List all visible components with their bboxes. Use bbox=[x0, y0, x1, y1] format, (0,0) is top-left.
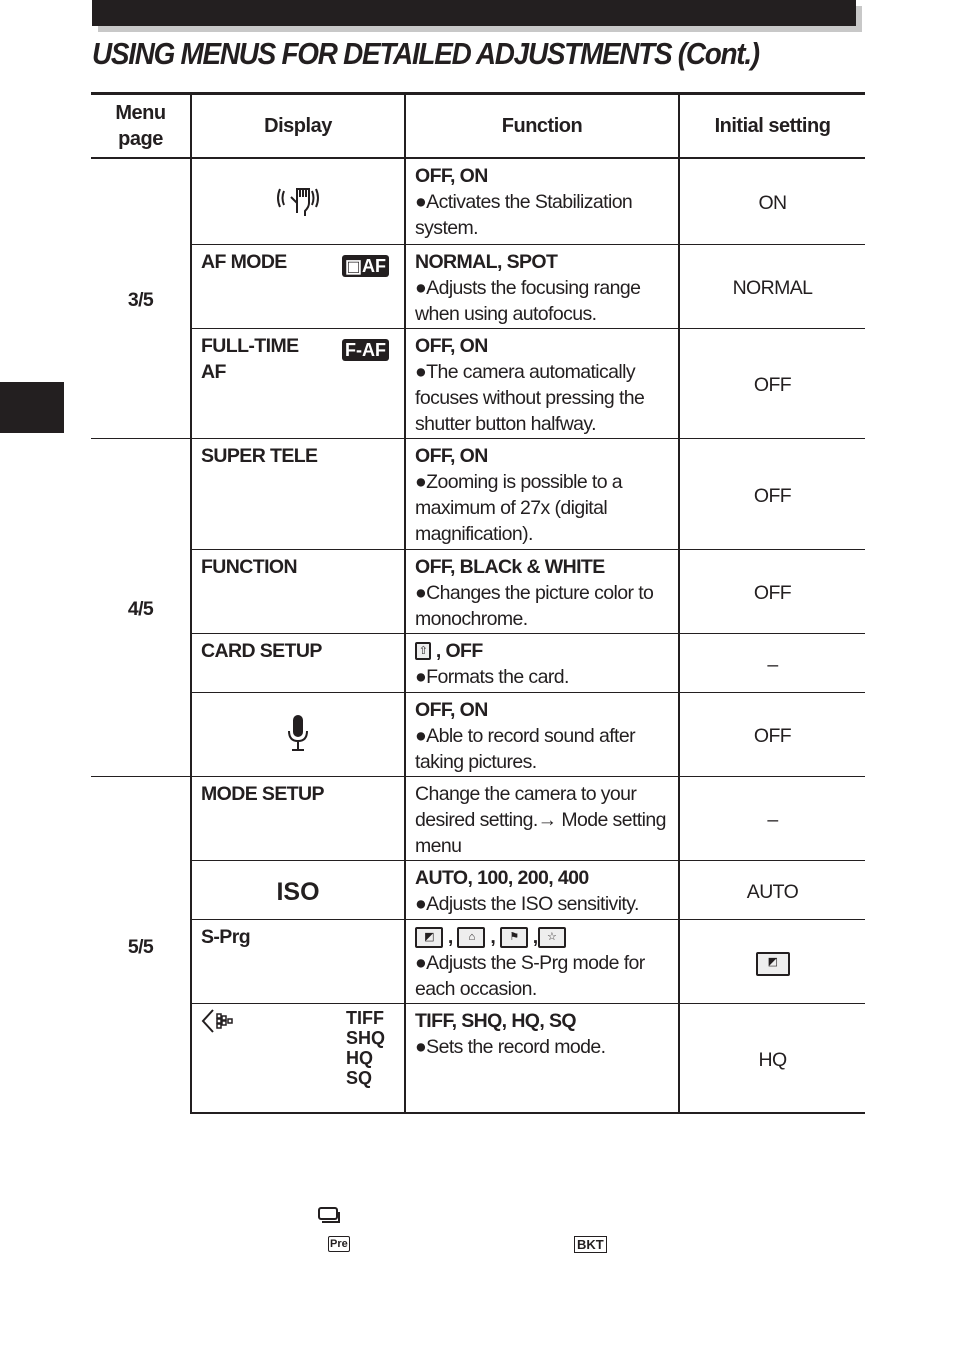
display-label: AF MODE bbox=[201, 250, 287, 273]
menu-page: 4/5 bbox=[91, 438, 191, 776]
pre-capture-icon: Pre bbox=[330, 1238, 348, 1250]
description: Change the camera to your desired setting.→ Mode setting menu bbox=[405, 776, 679, 860]
table-row bbox=[91, 776, 865, 860]
description: ●Able to record sound after taking pictures. bbox=[415, 724, 635, 773]
options: OFF, ON bbox=[415, 698, 488, 721]
table-row bbox=[91, 438, 865, 549]
initial-setting: OFF bbox=[679, 549, 865, 633]
record-mode-icon bbox=[201, 1017, 237, 1039]
af-mode-icon: ▣AF bbox=[342, 255, 389, 277]
portrait-scene-icon: ◩ bbox=[756, 952, 790, 976]
section-tab bbox=[0, 382, 64, 433]
description: ●Sets the record mode. bbox=[415, 1035, 606, 1058]
description: ●Adjusts the ISO sensitivity. bbox=[415, 892, 639, 915]
menu-page: 3/5 bbox=[91, 158, 191, 438]
table-row: S-Prg ◩ , ⌂ , ⚑ , ☆ ●Adjusts the S-Prg mode for each occasion. ◩ bbox=[91, 919, 865, 1003]
card-format-icon: ⇧ bbox=[415, 642, 431, 660]
options: TIFF, SHQ, HQ, SQ bbox=[415, 1009, 576, 1032]
display-label: FUNCTION bbox=[201, 555, 297, 578]
options: OFF, ON bbox=[415, 444, 488, 467]
microphone-icon bbox=[191, 692, 405, 776]
initial-setting: AUTO bbox=[679, 860, 865, 919]
description: ●Changes the picture color to monochrome. bbox=[415, 581, 654, 630]
options: OFF, ON bbox=[415, 165, 488, 187]
record-mode-list: TIFF SHQ HQ SQ bbox=[345, 1007, 385, 1088]
description: ●Zooming is possible to a maximum of 27x (digital magnification). bbox=[415, 470, 623, 545]
options: NORMAL, SPOT bbox=[415, 250, 558, 273]
landscape-portrait-scene-icon: ⌂ bbox=[457, 927, 485, 948]
iso-icon: ISO bbox=[191, 860, 405, 919]
table-row bbox=[91, 549, 865, 633]
table-row bbox=[91, 633, 865, 692]
display-label: S-Prg bbox=[201, 925, 251, 948]
table-row bbox=[91, 158, 865, 244]
menu-page: 5/5 bbox=[91, 776, 191, 1113]
page-title: USING MENUS FOR DETAILED ADJUSTMENTS (Cont.) bbox=[92, 36, 759, 71]
initial-setting: HQ bbox=[679, 1003, 865, 1113]
description: ●The camera automatically focuses without pressing the shutter button halfway. bbox=[415, 360, 645, 435]
initial-setting: OFF bbox=[679, 692, 865, 776]
initial-setting: ON bbox=[679, 158, 865, 244]
description: ●Formats the card. bbox=[415, 665, 569, 688]
table-row bbox=[91, 860, 865, 919]
options: OFF, ON bbox=[415, 334, 488, 357]
header-display: Display bbox=[191, 94, 405, 159]
table-row bbox=[91, 328, 865, 438]
header-menu-page: Menu page bbox=[91, 94, 191, 159]
description: ●Adjusts the focusing range when using autofocus. bbox=[415, 276, 641, 325]
full-time-af-icon: F-AF bbox=[342, 339, 389, 361]
initial-setting: – bbox=[679, 633, 865, 692]
header-function: Function bbox=[405, 94, 679, 159]
sports-scene-icon: ⚑ bbox=[500, 927, 528, 948]
table-row bbox=[91, 1003, 865, 1113]
display-label: CARD SETUP bbox=[201, 639, 322, 662]
description: ●Adjusts the S-Prg mode for each occasion. bbox=[415, 951, 645, 1000]
table-row bbox=[91, 244, 865, 328]
stabilization-hand-icon bbox=[191, 158, 405, 244]
portrait-scene-icon: ◩ bbox=[415, 927, 443, 948]
night-scene-icon: ☆ bbox=[538, 927, 566, 948]
options: OFF, BLACk & WHITE bbox=[415, 555, 605, 578]
initial-setting: NORMAL bbox=[679, 244, 865, 328]
bracketing-icon: BKT bbox=[574, 1236, 607, 1253]
display-label: FULL-TIME AF bbox=[201, 334, 299, 383]
initial-setting: OFF bbox=[679, 328, 865, 438]
sequential-shooting-icon bbox=[318, 1207, 342, 1228]
header-initial: Initial setting bbox=[679, 94, 865, 159]
menu-table bbox=[91, 92, 865, 1114]
table-row bbox=[91, 692, 865, 776]
options: , OFF bbox=[435, 639, 483, 662]
description: ●Activates the Stabilization system. bbox=[415, 191, 633, 239]
display-label: SUPER TELE bbox=[201, 444, 318, 467]
header-bar bbox=[92, 0, 856, 26]
initial-setting: OFF bbox=[679, 438, 865, 549]
display-label: MODE SETUP bbox=[201, 782, 324, 805]
options: AUTO, 100, 200, 400 bbox=[415, 866, 589, 889]
initial-setting: – bbox=[679, 776, 865, 860]
